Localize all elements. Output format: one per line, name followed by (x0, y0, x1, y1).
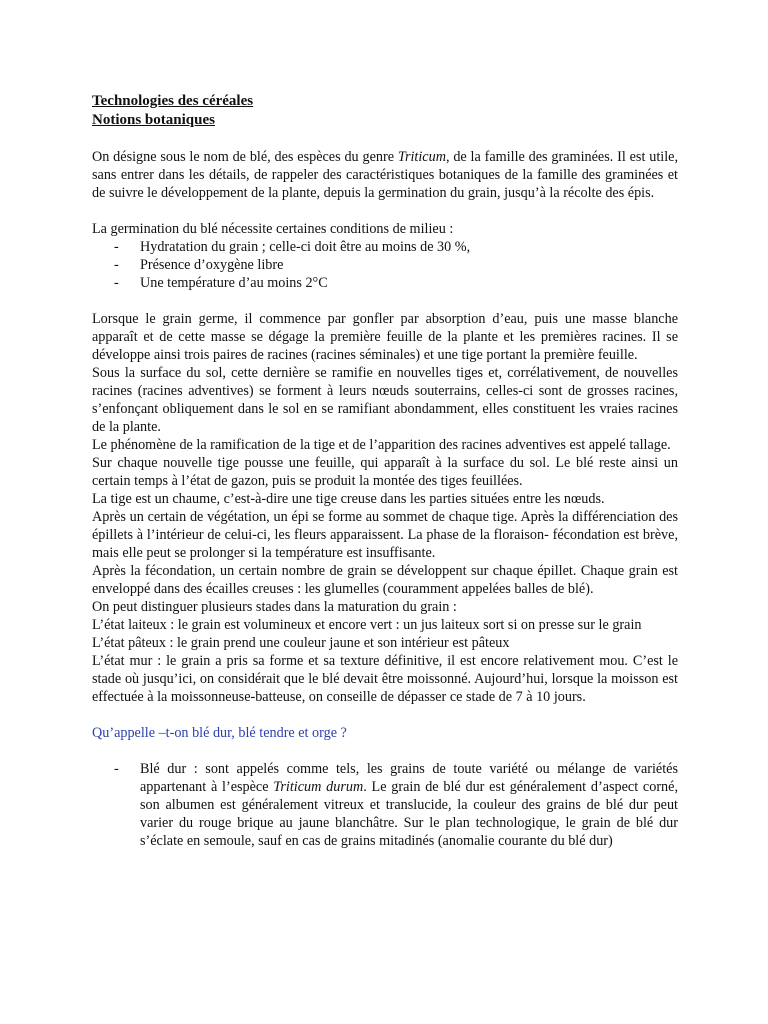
list-item (92, 238, 678, 256)
body-paragraph: Sur chaque nouvelle tige pousse une feuille, qui apparaît à la surface du sol. Le blé reste ainsi un certain temps à l’état de gazon, puis se produit la montée des tiges feuillées. (92, 455, 678, 489)
body-paragraph: Le phénomène de la ramification de la tige et de l’apparition des racines adventives est appelé tallage. (92, 437, 671, 453)
document-subtitle: Notions botaniques (92, 112, 215, 128)
definitions-list (92, 760, 678, 850)
list-item (92, 760, 678, 850)
section-question: Qu’appelle –t-on blé dur, blé tendre et orge ? (92, 725, 347, 741)
species-name: Triticum durum (273, 779, 364, 795)
body-paragraph: La tige est un chaume, c’est-à-dire une tige creuse dans les parties situées entre les nœuds. (92, 491, 605, 507)
list-item-text: Hydratation du grain ; celle-ci doit être au moins de 30 %, (140, 239, 471, 255)
dash-bullet: - (114, 239, 119, 255)
dash-bullet: - (114, 275, 119, 291)
body-paragraph: Lorsque le grain germe, il commence par gonfler par absorption d’eau, puis une masse blanche apparaît et de cette masse se dégage la première feuille de la plante et les premières racines. Il se développe ainsi trois paires de racines (racines séminales) et une tige portant la première feuille. (92, 311, 678, 363)
body-paragraph: Après un certain de végétation, un épi se forme au sommet de chaque tige. Après la différenciation des épillets à l’intérieur de celui-ci, les fleurs apparaissent. La phase de la floraison- fécondation est brève, mais elle peut se prolonger si la température est insuffisante. (92, 509, 678, 561)
list-item (92, 274, 678, 292)
body-paragraph: On peut distinguer plusieurs stades dans la maturation du grain : (92, 599, 457, 615)
document-page (92, 92, 678, 850)
definition-text-start: Blé dur : sont appelés comme tels, les grains de toute variété ou mélange de variétés appartenant à l’espèce (140, 761, 678, 795)
spacer (92, 292, 678, 310)
list-item-text: Présence d’oxygène libre (140, 257, 284, 273)
body-paragraph: Sous la surface du sol, cette dernière se ramifie en nouvelles tiges et, corrélativement, de nouvelles racines (racines adventives) se forment à leurs nœuds souterrains, celles-ci sont de grosses racines, s’enfonçant obliquement dans le sol en se ramifiant abondamment, elles constituent les vraies racines de la plante. (92, 365, 678, 435)
spacer (92, 706, 678, 724)
germination-conditions-list (92, 238, 678, 292)
germination-lead: La germination du blé nécessite certaines conditions de milieu : (92, 221, 454, 237)
document-title: Technologies des céréales (92, 93, 254, 109)
genus-name: Triticum (397, 149, 446, 165)
intro-paragraph (92, 148, 678, 202)
list-item-text: Une température d’au moins 2°C (140, 275, 328, 291)
body-paragraph: Après la fécondation, un certain nombre de grain se développent sur chaque épillet. Chaque grain est enveloppé dans des écailles creuses : les glumelles (couramment appelées balles de blé). (92, 563, 678, 597)
dash-bullet: - (114, 761, 119, 777)
definition-text-end: . Le grain de blé dur est généralement d’aspect corné, son albumen est généralement vitreux et translucide, la couleur des grains de blé dur peut varier du rouge brique au jaune blanchâtre. Sur le plan technologique, le grain de blé dur s’éclate en semoule, sauf en cas de grains mitadinés (anomalie courante du blé dur) (140, 779, 678, 849)
intro-text-start: On désigne sous le nom de blé, des espèces du genre (92, 149, 398, 165)
body-paragraph: L’état mur : le grain a pris sa forme et sa texture définitive, il est encore relativement mou. C’est le stade où jusqu’ici, on considérait que le blé devait être moissonné. Aujourd’hui, lorsque la moisson est effectuée à la moissonneuse-batteuse, on conseille de dépasser ce stade de 7 à 10 jours. (92, 653, 678, 705)
spacer (92, 202, 678, 220)
body-paragraph: L’état laiteux : le grain est volumineux et encore vert : un jus laiteux sort si on presse sur le grain (92, 617, 642, 633)
body-paragraph: L’état pâteux : le grain prend une couleur jaune et son intérieur est pâteux (92, 635, 510, 651)
list-item (92, 256, 678, 274)
intro-text-end: , de la famille des graminées. Il est utile, sans entrer dans les détails, de rappeler des caractéristiques botaniques de la famille des graminées et de suivre le développement de la plante, depuis la germination du grain, jusqu’à la récolte des épis. (92, 149, 678, 201)
dash-bullet: - (114, 257, 119, 273)
spacer (92, 742, 678, 760)
spacer (92, 130, 678, 148)
